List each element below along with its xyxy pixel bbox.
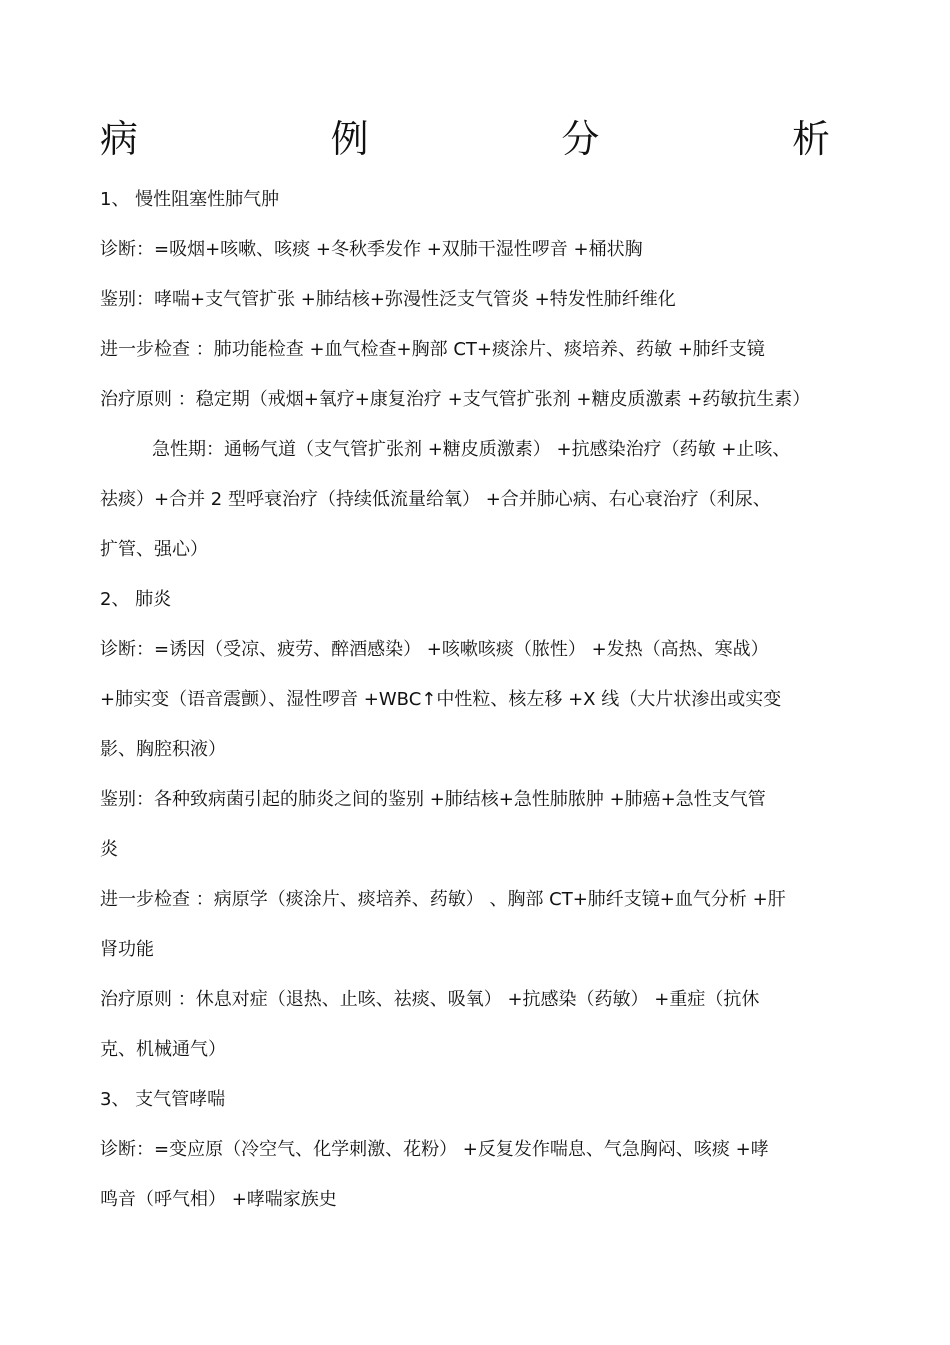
title-char-2: 例: [330, 117, 369, 161]
section-heading-1: 1、 慢性阻塞性肺气肿: [100, 189, 280, 210]
pneumonia-differential: 鉴别：各种致病菌引起的肺炎之间的鉴别 +肺结核+急性肺脓肿 +肺癌+急性支气管: [100, 789, 766, 810]
copd-treatment-acute: 急性期：通畅气道（支气管扩张剂 +糖皮质激素） +抗感染治疗（药敏 +止咳、: [152, 439, 791, 460]
copd-treatment-acute-cont-1: 祛痰）+合并 2 型呼衰治疗（持续低流量给氧） +合并肺心病、右心衰治疗（利尿、: [100, 489, 771, 510]
pneumonia-further-exam-cont: 肾功能: [100, 939, 154, 960]
section-heading-3: 3、 支气管哮喘: [100, 1089, 226, 1110]
copd-differential: 鉴别：哮喘+支气管扩张 +肺结核+弥漫性泛支气管炎 +特发性肺纤维化: [100, 289, 676, 310]
copd-treatment-stable: 治疗原则 ：稳定期（戒烟+氧疗+康复治疗 +支气管扩张剂 +糖皮质激素 +药敏抗生素）: [100, 389, 811, 410]
pneumonia-diagnosis-cont-2: 影、胸腔积液）: [100, 739, 226, 760]
title-char-3: 分: [561, 117, 600, 161]
pneumonia-diagnosis-cont-1: +肺实变（语音震颤）、湿性啰音 +WBC↑中性粒、核左移 +X 线（大片状渗出或实变: [100, 689, 782, 710]
copd-further-exam: 进一步检查 ：肺功能检查 +血气检查+胸部 CT+痰涂片、痰培养、药敏 +肺纤支镜: [100, 339, 765, 360]
pneumonia-differential-cont: 炎: [100, 839, 118, 860]
title-char-4: 析: [791, 117, 830, 161]
pneumonia-treatment-cont: 克、机械通气）: [100, 1039, 226, 1060]
copd-diagnosis: 诊断：=吸烟+咳嗽、咳痰 +冬秋季发作 +双肺干湿性啰音 +桶状胸: [100, 239, 643, 260]
pneumonia-treatment: 治疗原则 ：休息对症（退热、止咳、祛痰、吸氧） +抗感染（药敏） +重症（抗休: [100, 989, 760, 1010]
page-title: [100, 112, 830, 166]
pneumonia-diagnosis: 诊断：=诱因（受凉、疲劳、醉酒感染） +咳嗽咳痰（脓性） +发热（高热、寒战）: [100, 639, 769, 660]
pneumonia-further-exam: 进一步检查 ：病原学（痰涂片、痰培养、药敏） 、胸部 CT+肺纤支镜+血气分析 +肝: [100, 889, 786, 910]
asthma-diagnosis-cont: 鸣音（呼气相） +哮喘家族史: [100, 1189, 337, 1210]
asthma-diagnosis: 诊断：=变应原（冷空气、化学刺激、花粉） +反复发作喘息、气急胸闷、咳痰 +哮: [100, 1139, 769, 1160]
title-char-1: 病: [100, 117, 139, 161]
copd-treatment-acute-cont-2: 扩管、强心）: [100, 539, 208, 560]
section-heading-2: 2、 肺炎: [100, 589, 172, 610]
